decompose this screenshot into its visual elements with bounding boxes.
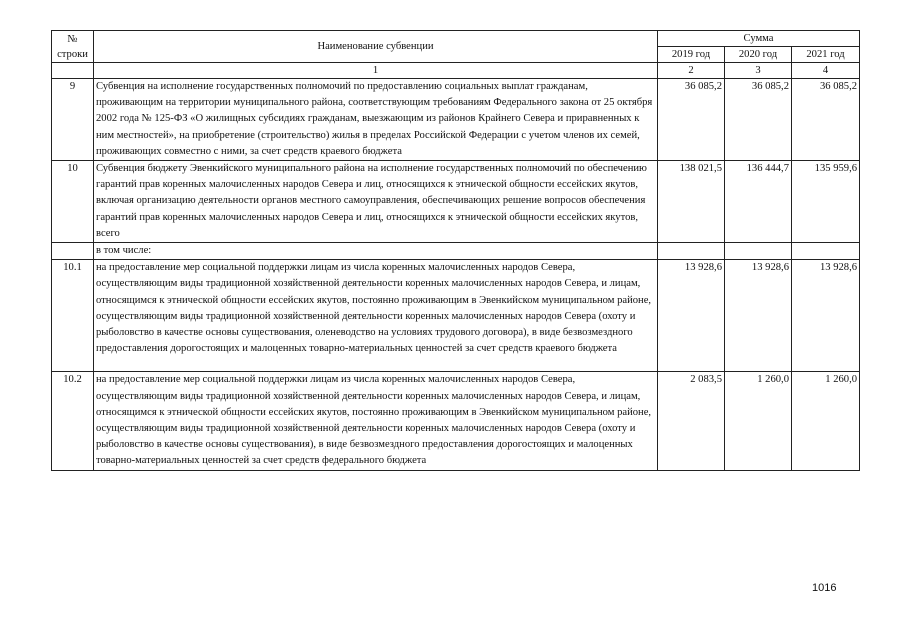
row-number: 10.2	[52, 372, 94, 470]
table-row	[52, 243, 860, 260]
table-row	[52, 372, 860, 470]
subvention-name: на предоставление мер социальной поддержки лицам из числа коренных малочисленных народов Севера, осуществляющим виды традиционной хозяйственной деятельности коренных малочисленных народов Севера, и лицам, относящимся к этнической общности ессейских якутов, постоянно проживающим в Эвенкийском муниципальном районе, осуществляющим виды традиционной хозяйственной деятельности коренных малочисленных народов Севера (охоту и рыболовство в качестве основы существования, оленеводство на условиях трудового договора), в виде безвозмездного предоставления дорогостоящих и малоценных товарно-материальных ценностей за счет средств краевого бюджета	[94, 260, 658, 372]
row-number: 10.1	[52, 260, 94, 372]
column-index-2: 2	[658, 63, 725, 79]
amount-2019: 13 928,6	[658, 260, 725, 372]
header-sum: Сумма	[658, 31, 860, 47]
header-subvention-name: Наименование субвенции	[94, 31, 658, 63]
row-number: 9	[52, 79, 94, 161]
table-row	[52, 79, 860, 161]
header-year-2021: 2021 год	[792, 47, 860, 63]
amount-2019: 36 085,2	[658, 79, 725, 161]
header-row	[52, 31, 860, 47]
amount-2020: 13 928,6	[725, 260, 792, 372]
header-year-2019: 2019 год	[658, 47, 725, 63]
header-year-2020: 2020 год	[725, 47, 792, 63]
amount-2020: 36 085,2	[725, 79, 792, 161]
table-row	[52, 161, 860, 243]
amount-2021: 13 928,6	[792, 260, 860, 372]
row-number	[52, 243, 94, 260]
amount-2021: 36 085,2	[792, 79, 860, 161]
column-index-empty	[52, 63, 94, 79]
amount-2020: 136 444,7	[725, 161, 792, 243]
amount-2021: 135 959,6	[792, 161, 860, 243]
header-row-number: № строки	[52, 31, 94, 63]
amount-2021: 1 260,0	[792, 372, 860, 470]
subvention-name: в том числе:	[94, 243, 658, 260]
amount-2019: 138 021,5	[658, 161, 725, 243]
amount-2020	[725, 243, 792, 260]
amount-2021	[792, 243, 860, 260]
column-index-3: 3	[725, 63, 792, 79]
column-index-4: 4	[792, 63, 860, 79]
amount-2019: 2 083,5	[658, 372, 725, 470]
amount-2019	[658, 243, 725, 260]
column-index-row	[52, 63, 860, 79]
subvention-name: на предоставление мер социальной поддержки лицам из числа коренных малочисленных народов Севера, осуществляющим виды традиционной хозяйственной деятельности коренных малочисленных народов Севера, и лицам, относящимся к этнической общности ессейских якутов, постоянно проживающим в Эвенкийском муниципальном районе, осуществляющим виды традиционной хозяйственной деятельности коренных малочисленных народов Севера (охоту и рыболовство в качестве основы существования), в виде безвозмездного предоставления дорогостоящих и малоценных товарно-материальных ценностей за счет средств федерального бюджета	[94, 372, 658, 470]
row-number: 10	[52, 161, 94, 243]
column-index-1: 1	[94, 63, 658, 79]
amount-2020: 1 260,0	[725, 372, 792, 470]
subvention-name: Субвенция на исполнение государственных полномочий по предоставлению социальных выплат гражданам, проживающим на территории муниципального района, соответствующим требованиям Федерального закона от 25 октября 2002 года № 125-ФЗ «О жилищных субсидиях гражданам, выезжающим из районов Крайнего Севера и приравненных к ним местностей», на приобретение (строительство) жилья в пределах Российской Федерации с учетом членов их семей, проживающих совместно с ними, за счет средств краевого бюджета	[94, 79, 658, 161]
page-number: 1016	[812, 582, 837, 594]
subventions-table	[51, 30, 860, 471]
table-row	[52, 260, 860, 372]
subvention-name: Субвенция бюджету Эвенкийского муниципального района на исполнение государственных полномочий по обеспечению гарантий прав коренных малочисленных народов Севера и лиц, относящихся к этнической общности ессейских якутов, включая организацию деятельности органов местного самоуправления, обеспечивающих решение вопросов обеспечения гарантий прав коренных малочисленных народов Севера и лиц, относящихся к этнической общности ессейских якутов, всего	[94, 161, 658, 243]
